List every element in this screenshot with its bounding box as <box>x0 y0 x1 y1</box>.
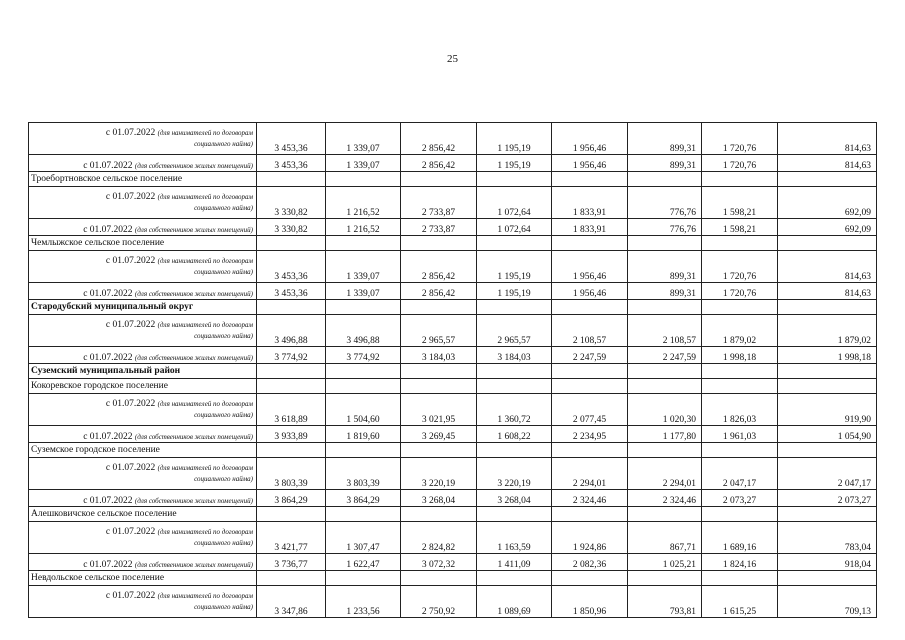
row-note-continued: социального найма) <box>194 331 253 340</box>
row-date: с 01.07.2022 <box>105 191 158 202</box>
value-cell: 2 965,57 <box>477 315 552 347</box>
empty-cell <box>401 443 477 458</box>
empty-cell <box>628 379 702 394</box>
value-cell: 1 879,02 <box>702 315 778 347</box>
tariff-row <box>29 347 877 364</box>
empty-cell <box>552 300 628 315</box>
value-cell: 2 324,46 <box>628 490 702 507</box>
tariff-row <box>29 394 877 426</box>
value-cell: 1 689,16 <box>702 522 778 554</box>
value-cell: 692,09 <box>778 187 877 219</box>
value-cell: 2 073,27 <box>702 490 778 507</box>
empty-cell <box>401 172 477 187</box>
value-cell: 2 077,45 <box>552 394 628 426</box>
value-cell: 1 307,47 <box>326 522 401 554</box>
value-cell: 1 072,64 <box>477 219 552 236</box>
empty-cell <box>702 571 778 586</box>
value-cell: 2 047,17 <box>778 458 877 490</box>
row-label-line1 <box>32 128 253 139</box>
tariff-row <box>29 490 877 507</box>
empty-cell <box>778 379 877 394</box>
empty-cell <box>477 172 552 187</box>
row-note-continued: социального найма) <box>194 139 253 148</box>
value-cell: 3 184,03 <box>477 347 552 364</box>
value-cell: 1 504,60 <box>326 394 401 426</box>
section-title: Суземский муниципальный район <box>29 364 257 379</box>
value-cell: 1 216,52 <box>326 187 401 219</box>
empty-cell <box>702 443 778 458</box>
value-cell: 2 824,82 <box>401 522 477 554</box>
value-cell: 814,63 <box>778 155 877 172</box>
row-note-continued: социального найма) <box>194 474 253 483</box>
value-cell: 1 826,03 <box>702 394 778 426</box>
empty-cell <box>778 364 877 379</box>
value-cell: 899,31 <box>628 283 702 300</box>
row-note-continued: социального найма) <box>194 410 253 419</box>
value-cell: 1 824,16 <box>702 554 778 571</box>
value-cell: 3 496,88 <box>257 315 326 347</box>
section-header-row <box>29 172 877 187</box>
value-cell: 1 998,18 <box>702 347 778 364</box>
tariff-row <box>29 315 877 347</box>
value-cell: 3 453,36 <box>257 251 326 283</box>
empty-cell <box>257 364 326 379</box>
value-cell: 3 347,86 <box>257 586 326 618</box>
empty-cell <box>778 443 877 458</box>
row-note-continued: социального найма) <box>194 203 253 212</box>
value-cell: 3 803,39 <box>257 458 326 490</box>
row-note: (для собственников жилых помещений) <box>134 162 253 170</box>
section-header-row <box>29 379 877 394</box>
value-cell: 2 856,42 <box>401 155 477 172</box>
value-cell: 3 184,03 <box>401 347 477 364</box>
empty-cell <box>477 507 552 522</box>
empty-cell <box>477 236 552 251</box>
empty-cell <box>477 571 552 586</box>
empty-cell <box>257 443 326 458</box>
empty-cell <box>401 571 477 586</box>
value-cell: 1 720,76 <box>702 251 778 283</box>
empty-cell <box>257 172 326 187</box>
value-cell: 3 453,36 <box>257 155 326 172</box>
row-note: (для нанимателей по договорам <box>157 399 253 408</box>
row-note: (для собственников жилых помещений) <box>134 561 253 569</box>
value-cell: 1 163,59 <box>477 522 552 554</box>
value-cell: 1 177,80 <box>628 426 702 443</box>
tariff-row <box>29 283 877 300</box>
value-cell: 3 864,29 <box>257 490 326 507</box>
value-cell: 3 736,77 <box>257 554 326 571</box>
row-label <box>29 123 257 155</box>
value-cell: 3 774,92 <box>257 347 326 364</box>
section-title: Алешковичское сельское поселение <box>29 507 257 522</box>
row-date: с 01.07.2022 <box>83 496 135 506</box>
value-cell: 1 998,18 <box>778 347 877 364</box>
value-cell: 2 234,95 <box>552 426 628 443</box>
value-cell: 814,63 <box>778 123 877 155</box>
value-cell: 2 047,17 <box>702 458 778 490</box>
section-header-row <box>29 571 877 586</box>
row-label <box>29 219 257 236</box>
row-label-line1 <box>32 527 253 538</box>
empty-cell <box>702 507 778 522</box>
row-note: (для собственников жилых помещений) <box>134 497 253 505</box>
row-note: (для собственников жилых помещений) <box>134 354 253 362</box>
section-title: Невдольское сельское поселение <box>29 571 257 586</box>
value-cell: 919,90 <box>778 394 877 426</box>
value-cell: 776,76 <box>628 219 702 236</box>
row-date: с 01.07.2022 <box>105 319 158 330</box>
empty-cell <box>628 364 702 379</box>
row-note: (для нанимателей по договорам <box>157 463 253 472</box>
value-cell: 3 496,88 <box>326 315 401 347</box>
row-note: (для собственников жилых помещений) <box>134 290 253 298</box>
value-cell: 2 750,92 <box>401 586 477 618</box>
row-date: с 01.07.2022 <box>105 255 158 266</box>
value-cell: 1 339,07 <box>326 123 401 155</box>
value-cell: 3 220,19 <box>477 458 552 490</box>
empty-cell <box>326 571 401 586</box>
value-cell: 2 247,59 <box>628 347 702 364</box>
empty-cell <box>702 172 778 187</box>
empty-cell <box>552 571 628 586</box>
value-cell: 709,13 <box>778 586 877 618</box>
empty-cell <box>702 236 778 251</box>
value-cell: 1 195,19 <box>477 155 552 172</box>
value-cell: 2 324,46 <box>552 490 628 507</box>
empty-cell <box>477 300 552 315</box>
value-cell: 899,31 <box>628 251 702 283</box>
empty-cell <box>552 364 628 379</box>
empty-cell <box>778 172 877 187</box>
row-note-continued: социального найма) <box>194 602 253 611</box>
row-label <box>29 283 257 300</box>
empty-cell <box>477 443 552 458</box>
page-number: 25 <box>447 53 458 65</box>
value-cell: 3 021,95 <box>401 394 477 426</box>
section-header-row <box>29 300 877 315</box>
tariff-row <box>29 522 877 554</box>
row-label-line1 <box>32 591 253 602</box>
value-cell: 3 268,04 <box>401 490 477 507</box>
row-label <box>29 155 257 172</box>
row-note: (для нанимателей по договорам <box>157 527 253 536</box>
empty-cell <box>778 236 877 251</box>
value-cell: 1 879,02 <box>778 315 877 347</box>
value-cell: 918,04 <box>778 554 877 571</box>
value-cell: 1 598,21 <box>702 187 778 219</box>
tariff-row <box>29 155 877 172</box>
empty-cell <box>477 379 552 394</box>
row-date: с 01.07.2022 <box>105 590 158 601</box>
value-cell: 1 956,46 <box>552 123 628 155</box>
row-label <box>29 586 257 618</box>
value-cell: 1 622,47 <box>326 554 401 571</box>
value-cell: 1 089,69 <box>477 586 552 618</box>
empty-cell <box>401 300 477 315</box>
row-note-continued: социального найма) <box>194 538 253 547</box>
empty-cell <box>326 443 401 458</box>
section-title: Кокоревское городское поселение <box>29 379 257 394</box>
row-date: с 01.07.2022 <box>83 225 135 235</box>
value-cell: 1 720,76 <box>702 155 778 172</box>
value-cell: 2 856,42 <box>401 283 477 300</box>
value-cell: 776,76 <box>628 187 702 219</box>
value-cell: 1 720,76 <box>702 123 778 155</box>
row-label-line1 <box>32 256 253 267</box>
empty-cell <box>552 236 628 251</box>
value-cell: 1 339,07 <box>326 251 401 283</box>
tariff-row <box>29 586 877 618</box>
value-cell: 3 330,82 <box>257 219 326 236</box>
tariff-table-body <box>29 123 877 618</box>
tariff-row <box>29 219 877 236</box>
value-cell: 2 856,42 <box>401 123 477 155</box>
value-cell: 1 195,19 <box>477 123 552 155</box>
empty-cell <box>257 571 326 586</box>
value-cell: 3 421,77 <box>257 522 326 554</box>
value-cell: 1 360,72 <box>477 394 552 426</box>
row-note: (для нанимателей по договорам <box>157 192 253 201</box>
section-header-row <box>29 507 877 522</box>
empty-cell <box>326 379 401 394</box>
value-cell: 1 833,91 <box>552 219 628 236</box>
value-cell: 2 108,57 <box>552 315 628 347</box>
value-cell: 1 956,46 <box>552 283 628 300</box>
value-cell: 867,71 <box>628 522 702 554</box>
value-cell: 2 965,57 <box>401 315 477 347</box>
empty-cell <box>702 379 778 394</box>
tariff-row <box>29 554 877 571</box>
value-cell: 1 025,21 <box>628 554 702 571</box>
value-cell: 1 020,30 <box>628 394 702 426</box>
empty-cell <box>552 379 628 394</box>
tariff-row <box>29 251 877 283</box>
empty-cell <box>778 300 877 315</box>
empty-cell <box>552 443 628 458</box>
value-cell: 1 956,46 <box>552 155 628 172</box>
section-title: Троебортновское сельское поселение <box>29 172 257 187</box>
value-cell: 1 411,09 <box>477 554 552 571</box>
row-label <box>29 458 257 490</box>
empty-cell <box>628 507 702 522</box>
value-cell: 1 339,07 <box>326 283 401 300</box>
section-title: Суземское городское поселение <box>29 443 257 458</box>
value-cell: 3 803,39 <box>326 458 401 490</box>
value-cell: 1 598,21 <box>702 219 778 236</box>
value-cell: 3 330,82 <box>257 187 326 219</box>
value-cell: 2 073,27 <box>778 490 877 507</box>
row-note: (для нанимателей по договорам <box>157 256 253 265</box>
row-note: (для нанимателей по договорам <box>157 591 253 600</box>
value-cell: 1 195,19 <box>477 251 552 283</box>
value-cell: 1 072,64 <box>477 187 552 219</box>
empty-cell <box>401 364 477 379</box>
value-cell: 1 924,86 <box>552 522 628 554</box>
value-cell: 3 618,89 <box>257 394 326 426</box>
value-cell: 3 268,04 <box>477 490 552 507</box>
empty-cell <box>628 236 702 251</box>
value-cell: 1 720,76 <box>702 283 778 300</box>
empty-cell <box>477 364 552 379</box>
section-title: Чемлыжское сельское поселение <box>29 236 257 251</box>
row-label-line1 <box>32 463 253 474</box>
empty-cell <box>702 364 778 379</box>
value-cell: 1 195,19 <box>477 283 552 300</box>
value-cell: 1 608,22 <box>477 426 552 443</box>
row-label <box>29 251 257 283</box>
tariff-row <box>29 123 877 155</box>
value-cell: 814,63 <box>778 251 877 283</box>
row-date: с 01.07.2022 <box>83 560 135 570</box>
value-cell: 1 615,25 <box>702 586 778 618</box>
empty-cell <box>326 300 401 315</box>
value-cell: 692,09 <box>778 219 877 236</box>
value-cell: 814,63 <box>778 283 877 300</box>
value-cell: 2 733,87 <box>401 219 477 236</box>
empty-cell <box>326 172 401 187</box>
value-cell: 1 233,56 <box>326 586 401 618</box>
value-cell: 3 220,19 <box>401 458 477 490</box>
row-label <box>29 490 257 507</box>
value-cell: 3 864,29 <box>326 490 401 507</box>
value-cell: 2 108,57 <box>628 315 702 347</box>
row-label <box>29 522 257 554</box>
row-label <box>29 554 257 571</box>
value-cell: 1 339,07 <box>326 155 401 172</box>
row-date: с 01.07.2022 <box>105 526 158 537</box>
value-cell: 2 733,87 <box>401 187 477 219</box>
value-cell: 1 956,46 <box>552 251 628 283</box>
empty-cell <box>778 571 877 586</box>
section-header-row <box>29 236 877 251</box>
row-note: (для собственников жилых помещений) <box>134 433 253 441</box>
value-cell: 783,04 <box>778 522 877 554</box>
row-label-line1 <box>32 192 253 203</box>
row-label <box>29 315 257 347</box>
empty-cell <box>326 236 401 251</box>
value-cell: 3 269,45 <box>401 426 477 443</box>
row-date: с 01.07.2022 <box>83 289 135 299</box>
empty-cell <box>326 364 401 379</box>
tariff-table <box>28 122 877 618</box>
value-cell: 3 072,32 <box>401 554 477 571</box>
empty-cell <box>401 507 477 522</box>
value-cell: 2 294,01 <box>552 458 628 490</box>
value-cell: 2 856,42 <box>401 251 477 283</box>
row-date: с 01.07.2022 <box>83 432 135 442</box>
row-date: с 01.07.2022 <box>105 462 158 473</box>
value-cell: 2 294,01 <box>628 458 702 490</box>
row-note: (для нанимателей по договорам <box>157 128 253 137</box>
empty-cell <box>401 379 477 394</box>
row-note: (для нанимателей по договорам <box>157 320 253 329</box>
empty-cell <box>628 300 702 315</box>
section-header-row <box>29 443 877 458</box>
value-cell: 2 082,36 <box>552 554 628 571</box>
row-label <box>29 187 257 219</box>
row-note: (для собственников жилых помещений) <box>134 226 253 234</box>
row-date: с 01.07.2022 <box>105 127 158 138</box>
value-cell: 1 833,91 <box>552 187 628 219</box>
value-cell: 793,81 <box>628 586 702 618</box>
value-cell: 3 453,36 <box>257 123 326 155</box>
empty-cell <box>628 443 702 458</box>
value-cell: 1 216,52 <box>326 219 401 236</box>
tariff-row <box>29 458 877 490</box>
section-title: Стародубский муниципальный округ <box>29 300 257 315</box>
empty-cell <box>702 300 778 315</box>
empty-cell <box>628 172 702 187</box>
row-label <box>29 426 257 443</box>
section-header-row <box>29 364 877 379</box>
empty-cell <box>552 507 628 522</box>
row-label <box>29 347 257 364</box>
empty-cell <box>401 236 477 251</box>
row-label-line1 <box>32 320 253 331</box>
value-cell: 2 247,59 <box>552 347 628 364</box>
empty-cell <box>326 507 401 522</box>
value-cell: 1 819,60 <box>326 426 401 443</box>
value-cell: 899,31 <box>628 123 702 155</box>
empty-cell <box>628 571 702 586</box>
value-cell: 1 850,96 <box>552 586 628 618</box>
empty-cell <box>778 507 877 522</box>
empty-cell <box>257 379 326 394</box>
value-cell: 3 933,89 <box>257 426 326 443</box>
row-label <box>29 394 257 426</box>
row-label-line1 <box>32 399 253 410</box>
row-note-continued: социального найма) <box>194 267 253 276</box>
empty-cell <box>257 300 326 315</box>
tariff-row <box>29 187 877 219</box>
value-cell: 3 774,92 <box>326 347 401 364</box>
value-cell: 899,31 <box>628 155 702 172</box>
value-cell: 3 453,36 <box>257 283 326 300</box>
row-date: с 01.07.2022 <box>83 353 135 363</box>
row-date: с 01.07.2022 <box>83 161 135 171</box>
row-date: с 01.07.2022 <box>105 398 158 409</box>
empty-cell <box>552 172 628 187</box>
value-cell: 1 054,90 <box>778 426 877 443</box>
empty-cell <box>257 507 326 522</box>
tariff-row <box>29 426 877 443</box>
value-cell: 1 961,03 <box>702 426 778 443</box>
empty-cell <box>257 236 326 251</box>
